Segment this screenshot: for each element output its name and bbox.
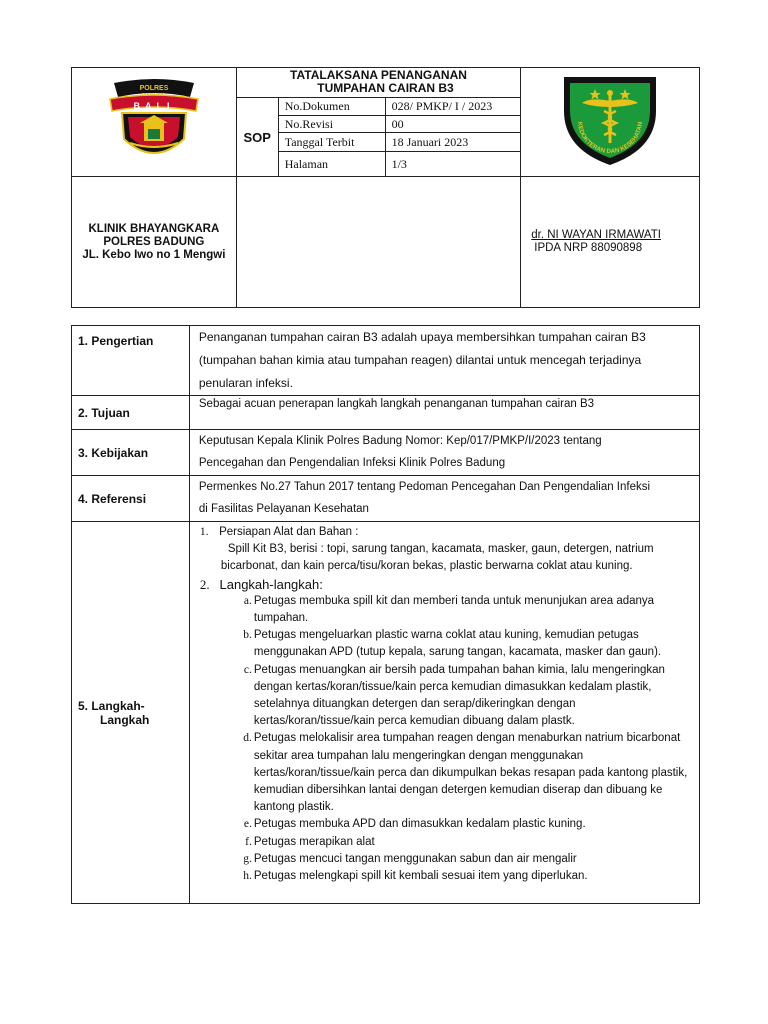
kebijakan-line: Pencegahan dan Pengendalian Infeksi Klinik Polres Badung xyxy=(198,457,506,469)
logo-right-text: KEDOKTERAN DAN KESEHATAN xyxy=(576,121,645,155)
step-item xyxy=(238,851,691,868)
label-langkah xyxy=(72,522,190,904)
text-pengertian xyxy=(189,326,699,396)
persiapan-heading xyxy=(200,524,691,541)
step-line: Petugas mencuci tangan menggunakan sabun dan air mengalir xyxy=(253,852,577,865)
step-line: sekitar area tumpahan lalu mengeringkan dengan menggunakan xyxy=(253,749,584,762)
step-key: b. xyxy=(243,629,252,642)
persiapan-title: Persiapan Alat dan Bahan : xyxy=(219,526,359,538)
step-text xyxy=(254,868,691,885)
row-pengertian xyxy=(72,326,700,396)
referensi-line: di Fasilitas Pelayanan Kesehatan xyxy=(198,503,369,515)
signer-name: dr. NI WAYAN IRMAWATI xyxy=(531,229,661,241)
referensi-line: Permenkes No.27 Tahun 2017 tentang Pedoman Pencegahan Dan Pengendalian Infeksi xyxy=(198,481,651,493)
kedokteran-kesehatan-logo xyxy=(560,71,660,169)
row-kebijakan xyxy=(72,430,700,476)
steps-content xyxy=(189,522,699,904)
title-line-2: TUMPAHAN CAIRAN B3 xyxy=(317,81,454,95)
logo-right-cell xyxy=(521,68,700,177)
persiapan-number: 1. xyxy=(199,526,209,538)
step-key: e. xyxy=(243,818,252,831)
step-line: Petugas membuka APD dan dimasukkan kedalam plastic kuning. xyxy=(253,818,586,831)
meta-value-halaman: 1/3 xyxy=(385,152,521,177)
langkah-number: 2. xyxy=(199,576,210,592)
step-text xyxy=(254,851,691,868)
document-title xyxy=(236,68,521,98)
step-line: Petugas merapikan alat xyxy=(253,835,375,848)
step-text xyxy=(254,730,691,816)
step-key: h. xyxy=(243,870,252,883)
step-key: a. xyxy=(243,594,252,607)
step-line: setelahnya dituangkan detergen dan serap/dikeringkan dengan xyxy=(253,698,576,711)
title-line-1: TATALAKSANA PENANGANAN xyxy=(290,68,467,82)
step-line: Petugas menuangkan air bersih pada tumpahan bahan kimia, lalu mengeringkan xyxy=(253,663,665,676)
clinic-info xyxy=(72,177,237,308)
meta-label-no-revisi: No.Revisi xyxy=(278,116,385,133)
langkah-heading xyxy=(200,576,691,593)
row-tujuan xyxy=(72,396,700,430)
pengertian-line: (tumpahan bahan kimia atau tumpahan reagen) dilantai untuk mencegah terjadinya xyxy=(198,353,642,367)
step-text xyxy=(254,593,691,627)
step-line: kantong plastik. xyxy=(253,801,334,814)
label-tujuan: 2. Tujuan xyxy=(72,396,190,430)
step-line: kertas/koran/tissue/kain perca kemudian dibuang dalam plastk. xyxy=(253,715,575,728)
meta-label-tanggal-terbit: Tanggal Terbit xyxy=(278,133,385,152)
sop-label: SOP xyxy=(236,98,278,177)
kebijakan-line: Keputusan Kepala Klinik Polres Badung Nomor: Kep/017/PMKP/I/2023 tentang xyxy=(198,435,602,447)
step-list xyxy=(200,593,691,885)
langkah-title: Langkah-langkah: xyxy=(219,576,323,592)
header-table xyxy=(71,67,700,308)
clinic-name: KLINIK BHAYANGKARA xyxy=(88,222,220,235)
label-pengertian: 1. Pengertian xyxy=(72,326,190,396)
text-kebijakan xyxy=(189,430,699,476)
step-item xyxy=(238,834,691,851)
step-item xyxy=(238,662,691,731)
row-langkah xyxy=(72,522,700,904)
step-item xyxy=(238,627,691,661)
step-line: kemudian dibersihkan lantai dengan detergen kemudian diserap dan dibuang ke xyxy=(253,784,663,797)
pengertian-line: Penanganan tumpahan cairan B3 adalah upaya membersihkan tumpahan cairan B3 xyxy=(198,330,646,344)
step-line: dengan kertas/koran/tissue/kain perca kemudian dimasukkan kedalam plastik, xyxy=(253,680,652,693)
label-langkah-line1: 5. Langkah- xyxy=(78,698,145,713)
text-referensi xyxy=(189,476,699,522)
meta-label-halaman: Halaman xyxy=(278,152,385,177)
step-item xyxy=(238,730,691,816)
persiapan-line: bicarbonat, dan kain perca/tisu/koran bekas, plastic berwarna coklat atau kuning. xyxy=(220,560,633,573)
logo-left-text-band: BALI xyxy=(133,100,175,111)
sop-body-table xyxy=(71,325,700,904)
label-referensi: 4. Referensi xyxy=(72,476,190,522)
empty-center-cell xyxy=(236,177,521,308)
pengertian-line: penularan infeksi. xyxy=(198,376,293,390)
step-key: f. xyxy=(245,835,252,848)
step-key: g. xyxy=(243,852,252,865)
meta-value-no-revisi: 00 xyxy=(385,116,521,133)
signer-block xyxy=(521,177,700,308)
step-item xyxy=(238,816,691,833)
logo-left-cell xyxy=(72,68,237,177)
meta-value-tanggal-terbit: 18 Januari 2023 xyxy=(385,133,521,152)
step-line: menggunakan APD (tutup kepala, sarung tangan, kacamata, masker dan gaun). xyxy=(253,646,662,659)
text-tujuan: Sebagai acuan penerapan langkah langkah penanganan tumpahan cairan B3 xyxy=(189,396,699,430)
row-referensi xyxy=(72,476,700,522)
step-key: c. xyxy=(243,663,252,676)
persiapan-line: Spill Kit B3, berisi : topi, sarung tangan, kacamata, masker, gaun, detergen, natrium xyxy=(227,543,654,556)
step-text xyxy=(254,834,691,851)
step-text xyxy=(254,816,691,833)
step-text xyxy=(254,662,691,731)
label-langkah-line2: Langkah xyxy=(100,712,150,727)
step-line: Petugas mengeluarkan plastic warna coklat atau kuning, kemudian petugas xyxy=(253,629,639,642)
step-item xyxy=(238,593,691,627)
step-line: kertas/koran/tissue/kain perca dan dikumpulkan bekas resapan pada kantong plastik, xyxy=(253,766,688,779)
step-line: Petugas melokalisir area tumpahan reagen dengan menaburkan natrium bicarbonat xyxy=(253,732,681,745)
clinic-branch: POLRES BADUNG xyxy=(103,235,205,248)
meta-value-no-dokumen: 028/ PMKP/ I / 2023 xyxy=(385,98,521,116)
step-line: Petugas melengkapi spill kit kembali sesuai item yang diperlukan. xyxy=(253,870,588,883)
polres-badung-logo xyxy=(108,77,200,163)
step-item xyxy=(238,868,691,885)
step-key: d. xyxy=(243,732,252,745)
logo-left-text-top: POLRES xyxy=(139,84,169,92)
clinic-address: JL. Kebo Iwo no 1 Mengwi xyxy=(82,248,226,261)
step-text xyxy=(254,627,691,661)
label-kebijakan: 3. Kebijakan xyxy=(72,430,190,476)
step-line: tumpahan. xyxy=(253,612,309,625)
signer-id: IPDA NRP 88090898 xyxy=(534,242,643,254)
meta-label-no-dokumen: No.Dokumen xyxy=(278,98,385,116)
step-line: Petugas membuka spill kit dan memberi tanda untuk menunjukan area adanya xyxy=(253,594,655,607)
